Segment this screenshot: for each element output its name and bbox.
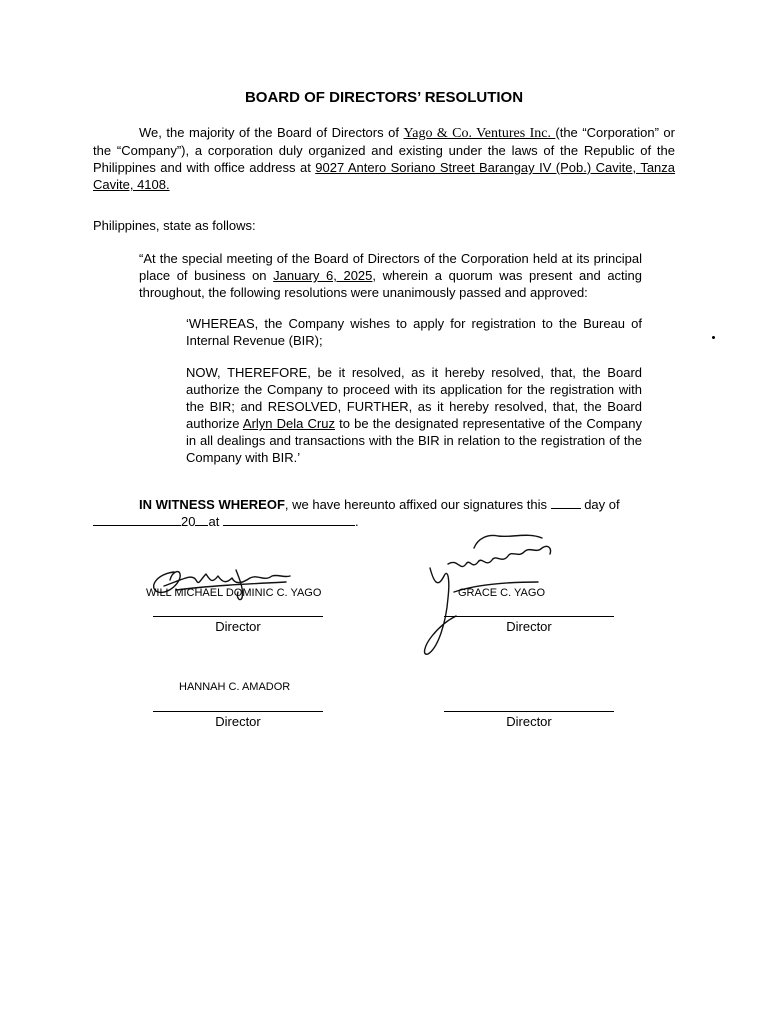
- witness-heading: IN WITNESS WHEREOF: [139, 497, 285, 512]
- meeting-lead: “At the special meeting of the Board of Directors of the Corporation held at its principal place of business on: [139, 251, 642, 283]
- meeting-tail: , wherein a quorum was present and acting throughout, the following resolutions were unanimously passed and approved:: [139, 268, 643, 300]
- resolved-tail: to be the designated representative of the Company in all dealings and transactions with the BIR in relation to the registration of the Company with BIR.’: [186, 416, 642, 465]
- intro-middle: (the “Corporation” or the “Company”), a corporation duly organized and existing under the laws of the Republic of the Philippines and with office address at: [93, 125, 675, 175]
- witness-end: .: [354, 514, 359, 529]
- signatory-role: Director: [506, 619, 552, 634]
- representative-name: Arlyn Dela Cruz: [242, 416, 335, 431]
- signatory-role: Director: [215, 619, 261, 634]
- place-blank: [223, 513, 355, 526]
- witness-paragraph: [93, 496, 675, 530]
- day-blank: [551, 496, 581, 509]
- company-name: Yago & Co. Ventures Inc.: [403, 126, 556, 141]
- stray-dot: [712, 336, 715, 339]
- signatory-role: Director: [506, 714, 552, 729]
- witness-text-1: , we have hereunto affixed our signatures this: [284, 497, 551, 512]
- signature-line: [153, 616, 323, 617]
- witness-at: at: [208, 514, 223, 529]
- signature-line: [153, 711, 323, 712]
- signature-line: [444, 616, 614, 617]
- intro-paragraph: [93, 124, 675, 193]
- signatory-name: GRACE C. YAGO: [458, 587, 546, 599]
- state-line: Philippines, state as follows:: [93, 218, 256, 233]
- resolved-lead: NOW, THEREFORE, be it resolved, as it hereby resolved, that, the Board authorize the Company to proceed with its application for the registration with the BIR; and RESOLVED, FURTHER, as it hereby resolved, that, the Board authorize: [186, 365, 642, 431]
- signature-line: [444, 711, 614, 712]
- witness-text-2: day of: [580, 497, 620, 512]
- intro-lead: We, the majority of the Board of Directors of: [139, 125, 404, 140]
- signatory-name: WILL MICHAEL DOMINIC C. YAGO: [146, 587, 322, 599]
- resolved-clause: [186, 364, 642, 466]
- office-address: 9027 Antero Soriano Street Barangay IV (Pob.) Cavite, Tanza Cavite, 4108.: [93, 160, 676, 192]
- whereas-clause: ‘WHEREAS, the Company wishes to apply for registration to the Bureau of Internal Revenue (BIR);: [186, 316, 642, 348]
- signatory-role: Director: [215, 714, 261, 729]
- year-blank: [195, 513, 208, 526]
- document-title: BOARD OF DIRECTORS’ RESOLUTION: [244, 89, 524, 106]
- month-blank: [93, 513, 181, 526]
- meeting-date: January 6, 2025: [273, 268, 373, 283]
- witness-year-prefix: 20: [181, 514, 196, 529]
- signatory-name: HANNAH C. AMADOR: [179, 681, 291, 693]
- meeting-paragraph: [139, 250, 642, 301]
